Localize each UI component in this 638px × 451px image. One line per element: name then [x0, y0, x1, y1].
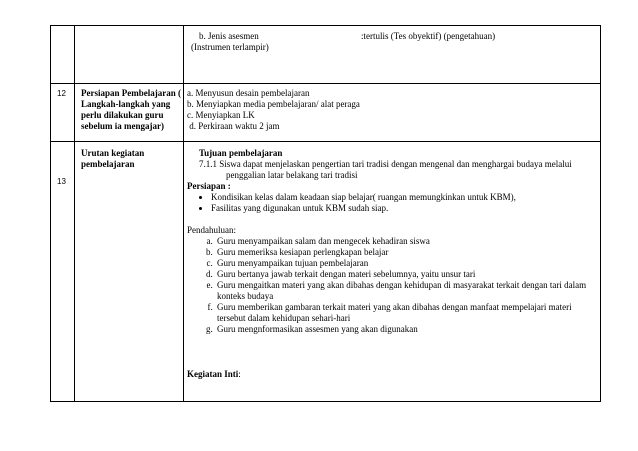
lesson-plan-table — [50, 25, 601, 402]
list-item: • Fasilitas yang digunakan untuk KBM sudah siap. — [211, 203, 596, 214]
preparation-title: Persiapan : — [187, 181, 231, 191]
assessment-type-value: :tertulis (Tes obyektif) (pengetahuan) — [361, 31, 496, 41]
list-item: f. Guru memberikan gambaran terkait materi yang akan dibahas dengan manfaat mempelajari materi tersebut dalam kehidupan sehari-hari — [215, 302, 596, 324]
instrument-note: (Instrumen terlampir) — [191, 42, 269, 52]
table-row-12 — [51, 84, 601, 142]
prep-item: b. Menyiapkan media pembelajaran/ alat peraga — [187, 99, 360, 109]
row-label: Urutan kegiatan pembelajaran — [81, 148, 145, 169]
preparation-list — [187, 192, 596, 214]
prep-item: c. Menyiapkan LK — [187, 110, 255, 120]
list-item: e. Guru mengaitkan materi yang akan dibahas dengan kehidupan di masyarakat terkait dengan tari dalam konteks budaya — [215, 280, 596, 302]
list-item: a. Guru menyampaikan salam dan mengecek kehadiran siswa — [215, 236, 596, 247]
row-number: 12 — [57, 89, 66, 98]
list-item: b. Guru memeriksa kesiapan perlengkapan belajar — [215, 247, 596, 258]
objective-title: Tujuan pembelajaran — [199, 148, 283, 158]
body-cell — [184, 84, 601, 142]
body-cell: Tujuan pembelajaran 7.1.1 Siswa dapat menjelaskan pengertian tari tradisi dengan mengenal dan menghargai budaya melalui penggalian latar belakang tari tradisi Persiapan : • Kondisikan kelas dalam keadaan siap belajar( ruangan memungkinkan untuk KBM), • Fasilitas yang digunakan untuk KBM sudah siap. Pendahuluan: a. Guru menyampaikan salam dan mengecek kehadiran siswa b. Guru memeriksa kesiapan perlengkapan belajar c. Guru menyampaikan tujuan pembelajaran d. Guru bertanya jawab terkait dengan materi sebelumnya, yaitu unsur tari e. Guru mengaitkan materi yang akan dibahas dengan kehidupan di masyarakat terkait dengan tari dalam konteks budaya f. Guru memberikan gambaran terkait materi yang akan dibahas dengan manfaat mempelajari materi tersebut dalam kehidupan sehari-hari g. Guru mengnformasikan assesmen yang akan digunakan Kegiatan Inti: — [184, 142, 601, 402]
body-cell — [184, 26, 601, 84]
introduction-title: Pendahuluan — [187, 225, 234, 235]
label-cell — [75, 84, 184, 142]
prep-item: a. Menyusun desain pembelajaran — [187, 88, 310, 98]
list-item: g. Guru mengnformasikan assesmen yang akan digunakan — [215, 324, 596, 335]
table-row-13 — [51, 142, 601, 402]
number-cell — [51, 142, 75, 402]
row-label: Persiapan Pembelajaran ( Langkah-langkah yang perlu dilakukan guru sebelum ia mengajar) — [81, 88, 181, 131]
introduction-list — [187, 236, 596, 335]
assessment-type-label: b. Jenis asesmen — [199, 31, 259, 41]
label-cell — [75, 142, 184, 402]
table-row-assessment — [51, 26, 601, 84]
number-cell — [51, 84, 75, 142]
list-item: d. Guru bertanya jawab terkait dengan materi sebelumnya, yaitu unsur tari — [215, 269, 596, 280]
number-cell — [51, 26, 75, 84]
objective-text: 7.1.1 Siswa dapat menjelaskan pengertian tari tradisi dengan mengenal dan menghargai budaya melalui penggalian latar belakang tari tradisi — [199, 159, 572, 180]
list-item: • Kondisikan kelas dalam keadaan siap belajar( ruangan memungkinkan untuk KBM), — [211, 192, 596, 203]
label-cell — [75, 26, 184, 84]
core-activity-title: Kegiatan Inti — [187, 369, 239, 379]
row-number: 13 — [57, 177, 66, 186]
prep-item: d. Perkiraan waktu 2 jam — [187, 121, 280, 131]
list-item: c. Guru menyampaikan tujuan pembelajaran — [215, 258, 596, 269]
